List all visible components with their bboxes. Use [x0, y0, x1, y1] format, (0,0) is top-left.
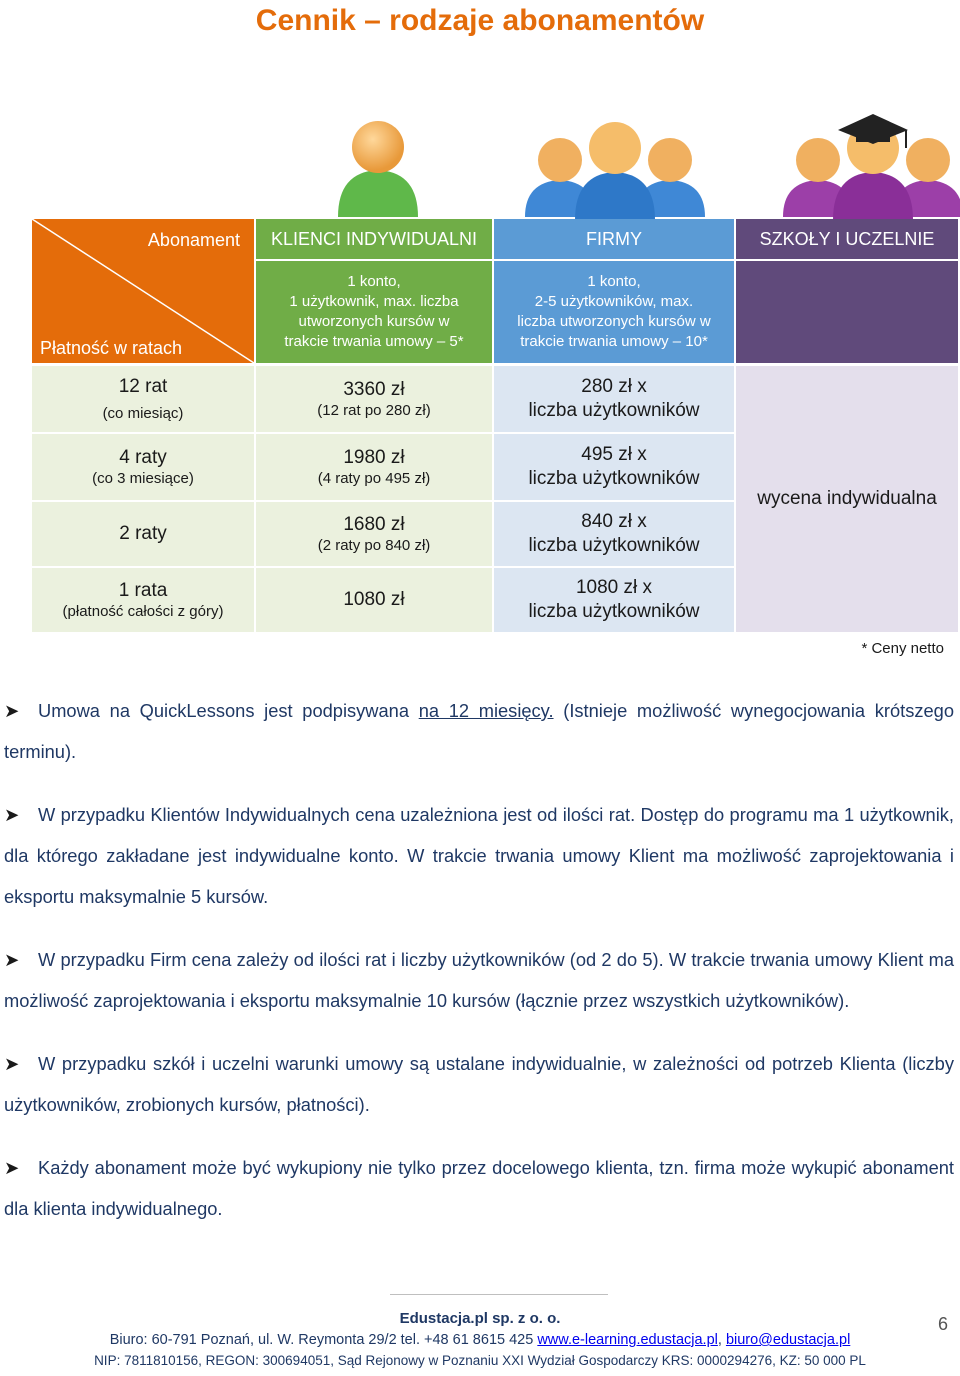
page-number: 6 [937, 1314, 948, 1334]
corner-cell [32, 219, 254, 363]
arrow-bullet-icon: ➤ [4, 700, 20, 721]
firms-12: 280 zł x liczba użytkowników [494, 366, 734, 432]
corner-top-label: Abonament [147, 230, 240, 250]
email-link[interactable]: biuro@edustacja.pl [725, 1332, 851, 1348]
desc-firms: 1 konto, 2-5 użytkowników, max. liczba utworzonych kursów w trakcie trwania umowy – 10* [494, 261, 734, 363]
group-people-icon [520, 112, 710, 222]
firms-4: 495 zł x liczba użytkowników [494, 434, 734, 500]
header-schools: SZKOŁY I UCZELNIE [736, 219, 958, 259]
row-label-1: 1 rata (płatność całości z góry) [32, 568, 254, 632]
single-person-icon [328, 112, 428, 222]
row-label-2: 2 raty [32, 502, 254, 566]
arrow-bullet-icon: ➤ [4, 804, 20, 825]
row-label-4: 4 raty (co 3 miesiące) [32, 434, 254, 500]
firms-1: 1080 zł x liczba użytkowników [494, 568, 734, 632]
desc-individual: 1 konto, 1 użytkownik, max. liczba utworzonych kursów w trakcie trwania umowy – 5* [256, 261, 492, 363]
individual-2: 1680 zł (2 raty po 840 zł) [256, 502, 492, 566]
footer-legal: NIP: 7811810156, REGON: 300694051, Sąd Rejonowy w Poznaniu XXI Wydział Gospodarczy KRS: 0000294276, KZ: 50 000 PL [94, 1353, 866, 1368]
graduates-icon [778, 104, 960, 222]
header-firms: FIRMY [494, 219, 734, 259]
schools-value: wycena indywidualna [736, 366, 958, 632]
footer-address: Biuro: 60-791 Poznań, ul. W. Reymonta 29/2 tel. +48 61 8615 425 www.e-learning.edustacja.pl, biuro@edustacja.pl [109, 1332, 851, 1348]
list-item: ➤ W przypadku Firm cena zależy od ilości rat i liczby użytkowników (od 2 do 5). W trakcie trwania umowy Klient ma możliwość zaprojektowania i eksportu maksymalnie 10 kursów (łącznie przez wszystkich użytkowników). [4, 939, 954, 1021]
desc-schools [736, 261, 958, 363]
list-item: ➤ Umowa na QuickLessons jest podpisywana na 12 miesięcy. (Istnieje możliwość wynegocjowania krótszego terminu). [4, 690, 954, 772]
arrow-bullet-icon: ➤ [4, 1157, 20, 1178]
row-label-12: 12 rat (co miesiąc) [32, 366, 254, 432]
header-individual: KLIENCI INDYWIDUALNI [256, 219, 492, 259]
arrow-bullet-icon: ➤ [4, 949, 20, 970]
individual-12: 3360 zł (12 rat po 280 zł) [256, 366, 492, 432]
arrow-bullet-icon: ➤ [4, 1053, 20, 1074]
list-item: ➤ W przypadku szkół i uczelni warunki umowy są ustalane indywidualnie, w zależności od potrzeb Klienta (liczby użytkowników, zrobionych kursów, płatności). [4, 1043, 954, 1125]
individual-4: 1980 zł (4 raty po 495 zł) [256, 434, 492, 500]
net-prices-note: * Ceny netto [861, 640, 944, 657]
page-title: Cennik – rodzaje abonamentów [255, 4, 705, 37]
list-item: ➤ W przypadku Klientów Indywidualnych cena uzależniona jest od ilości rat. Dostęp do programu ma 1 użytkownik, dla którego zakładane jest indywidualne konto. W trakcie trwania umowy Klient ma możliwość zaprojektowania i eksportu maksymalnie 5 kursów. [4, 794, 954, 917]
list-item: ➤ Każdy abonament może być wykupiony nie tylko przez docelowego klienta, tzn. firma może wykupić abonament dla klienta indywidualnego. [4, 1147, 954, 1229]
footer-separator [390, 1294, 608, 1295]
corner-bottom-label: Płatność w ratach [40, 337, 183, 358]
terms-list [4, 690, 954, 1251]
individual-1: 1080 zł [256, 568, 492, 632]
firms-2: 840 zł x liczba użytkowników [494, 502, 734, 566]
website-link[interactable]: www.e-learning.edustacja.pl [537, 1332, 718, 1348]
footer-company: Edustacja.pl sp. z o. o. [399, 1310, 561, 1327]
